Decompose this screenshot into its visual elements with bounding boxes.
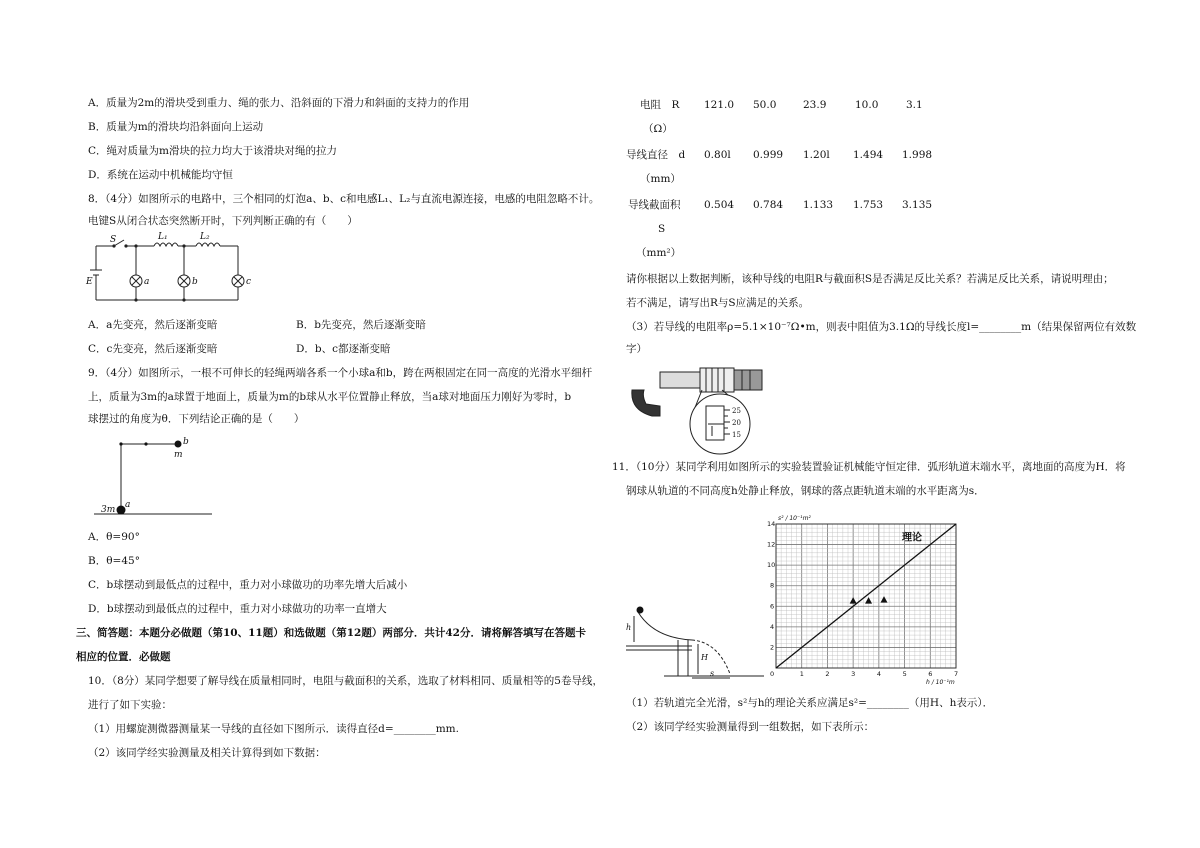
battery-label: E	[86, 277, 93, 287]
q9-option-c: C．b球摆动到最低点的过程中，重力对小球做功的功率先增大后减小	[88, 579, 408, 591]
q9-option-d: D．b球摆动到最低点的过程中，重力对小球做功的功率一直增大	[88, 603, 387, 615]
table-cell: 0.784	[753, 199, 784, 211]
origin-label: 0	[770, 670, 775, 678]
data-point	[881, 596, 888, 603]
y-tick-label: 10	[767, 561, 776, 570]
q7-option-c: C．绳对质量为m滑块的拉力均大于该滑块对绳的拉力	[88, 145, 337, 157]
q9-stem-line3: 球摆过的角度为θ．下列结论正确的是（ ）	[88, 413, 305, 425]
table-cell: 1.20l	[803, 149, 830, 161]
apparatus-s-label: s	[710, 669, 715, 678]
q8-stem-line1: 8．（4分）如图所示的电路中，三个相同的灯泡a、b、c和电感L₁、L₂与直流电源连接，电感的电阻忽略不计。	[88, 193, 600, 205]
table-area-symbol: S	[658, 223, 666, 235]
q10-text-line2: 若不满足，请写出R与S应满足的关系。	[626, 297, 810, 309]
q11-apparatus-figure	[624, 598, 766, 680]
x-tick-label: 5	[902, 670, 907, 678]
x-tick-label: 1	[799, 670, 804, 678]
q8-option-a: A．a先变亮，然后逐渐变暗	[88, 319, 218, 331]
table-cell: 1.133	[803, 199, 834, 211]
ball-b-mass-label: m	[174, 450, 183, 460]
q8-option-b: B．b先变亮，然后逐渐变暗	[296, 319, 426, 331]
inductor-l2-label: L₂	[200, 232, 210, 242]
q8-stem-line2: 电键S从闭合状态突然断开时，下列判断正确的有（ ）	[88, 215, 358, 227]
micrometer-scale-label: 15	[732, 431, 741, 439]
y-tick-label: 6	[770, 602, 775, 611]
table-cell: 1.494	[853, 149, 884, 161]
switch-label: S	[110, 235, 117, 245]
lamp-a-label: a	[144, 277, 150, 287]
section3-heading-line1: 三、简答题：本题分必做题（第10、11题）和选做题（第12题）两部分．共计42分．请将解答填写在答题卡	[76, 627, 586, 639]
table-resistance-unit: （Ω）	[643, 123, 673, 135]
ball-a-mass-label: 3m	[101, 505, 116, 515]
table-cell: 3.1	[906, 99, 923, 111]
q10-stem-line1: 10．（8分）某同学想要了解导线在质量相同时，电阻与截面积的关系，选取了材料相同、质量相等的5卷导线，	[88, 675, 603, 687]
x-tick-label: 4	[876, 670, 881, 678]
x-axis-label: h / 10⁻¹m	[926, 679, 955, 686]
apparatus-H-label: H	[701, 653, 708, 662]
table-cell: 23.9	[803, 99, 827, 111]
y-tick-label: 14	[767, 520, 776, 528]
q10-stem-line2: 进行了如下实验：	[88, 699, 172, 711]
theory-annotation: 理论	[902, 532, 922, 544]
q8-circuit-diagram	[86, 234, 256, 310]
theory-line	[776, 524, 956, 668]
x-tick-label: 6	[928, 670, 933, 678]
table-diameter-label: 导线直径 d	[626, 149, 686, 161]
q7-option-b: B．质量为m的滑块均沿斜面向上运动	[88, 121, 264, 133]
y-tick-label: 4	[770, 622, 775, 631]
micrometer-scale-label: 20	[732, 419, 741, 427]
table-cell: 1.753	[853, 199, 884, 211]
y-tick-label: 2	[770, 643, 775, 652]
inductor-l1-label: L₁	[158, 232, 168, 242]
y-tick-label: 12	[767, 540, 776, 549]
q9-option-b: B．θ=45°	[88, 555, 140, 567]
x-tick-label: 3	[851, 670, 856, 678]
table-cell: 50.0	[753, 99, 777, 111]
q11-part2: （2）该同学经实验测量得到一组数据，如下表所示：	[626, 721, 875, 733]
q8-option-c: C．c先变亮，然后逐渐变暗	[88, 343, 218, 355]
table-cell: 0.999	[753, 149, 784, 161]
apparatus-h-label: h	[626, 623, 632, 632]
q11-part1: （1）若轨道完全光滑，s²与h的理论关系应满足s²=________（用H、h表示）．	[626, 697, 994, 709]
q11-s2-h-chart	[760, 508, 968, 686]
lamp-c-label: c	[246, 277, 252, 287]
table-area-label: 导线截面积	[628, 199, 681, 211]
table-cell: 121.0	[704, 99, 735, 111]
y-axis-label: s² / 10⁻¹m²	[778, 515, 811, 522]
ball-a-label: a	[125, 500, 131, 510]
micrometer-scale-label: 25	[732, 407, 741, 415]
table-cell: 0.80l	[704, 149, 731, 161]
q11-stem-line2: 钢球从轨道的不同高度h处静止释放，钢球的落点距轨道末端的水平距离为s．	[626, 485, 985, 497]
table-cell: 0.504	[704, 199, 735, 211]
table-cell: 3.135	[902, 199, 933, 211]
q10-part3-line2: 字）	[626, 343, 647, 355]
q10-text-line1: 请你根据以上数据判断，该种导线的电阻R与截面积S是否满足反比关系？若满足反比关系，请说明理由；	[626, 273, 1114, 285]
q9-stem-line2: 上，质量为3m的a球置于地面上，质量为m的b球从水平位置静止释放，当a球对地面压力刚好为零时，b	[88, 391, 572, 403]
table-cell: 1.998	[902, 149, 933, 161]
table-cell: 10.0	[855, 99, 879, 111]
q8-option-d: D．b、c都逐渐变暗	[296, 343, 391, 355]
x-tick-label: 2	[825, 670, 830, 678]
table-resistance-label: 电阻 R	[640, 99, 680, 111]
q7-option-a: A．质量为2m的滑块受到重力、绳的张力、沿斜面的下滑力和斜面的支持力的作用	[88, 97, 470, 109]
y-tick-label: 8	[770, 581, 775, 590]
table-diameter-unit: （mm）	[640, 173, 681, 185]
q9-pendulum-diagram	[94, 432, 214, 522]
ball-b-label: b	[183, 437, 189, 447]
q10-part2: （2）该同学经实验测量及相关计算得到如下数据：	[88, 747, 326, 759]
q10-part1: （1）用螺旋测微器测量某一导线的直径如下图所示．读得直径d=________mm.	[88, 723, 459, 735]
q9-option-a: A．θ=90°	[88, 531, 140, 543]
q7-option-d: D．系统在运动中机械能均守恒	[88, 169, 233, 181]
q9-stem-line1: 9．（4分）如图所示，一根不可伸长的轻绳两端各系一个小球a和b，跨在两根固定在同一高度的光滑水平细杆	[88, 367, 593, 379]
lamp-b-label: b	[192, 277, 198, 287]
q10-part3-line1: （3）若导线的电阻率ρ=5.1×10⁻⁷Ω•m，则表中阻值为3.1Ω的导线长度l=________m（结果保留两位有效数	[626, 321, 1137, 333]
table-area-unit: （mm²）	[636, 247, 682, 259]
micrometer-figure	[622, 360, 792, 456]
q11-stem-line1: 11．（10分）某同学利用如图所示的实验装置验证机械能守恒定律．弧形轨道末端水平，离地面的高度为H．将	[612, 461, 1126, 473]
x-tick-label: 7	[954, 670, 959, 678]
section3-heading-line2: 相应的位置．必做题	[76, 651, 171, 663]
